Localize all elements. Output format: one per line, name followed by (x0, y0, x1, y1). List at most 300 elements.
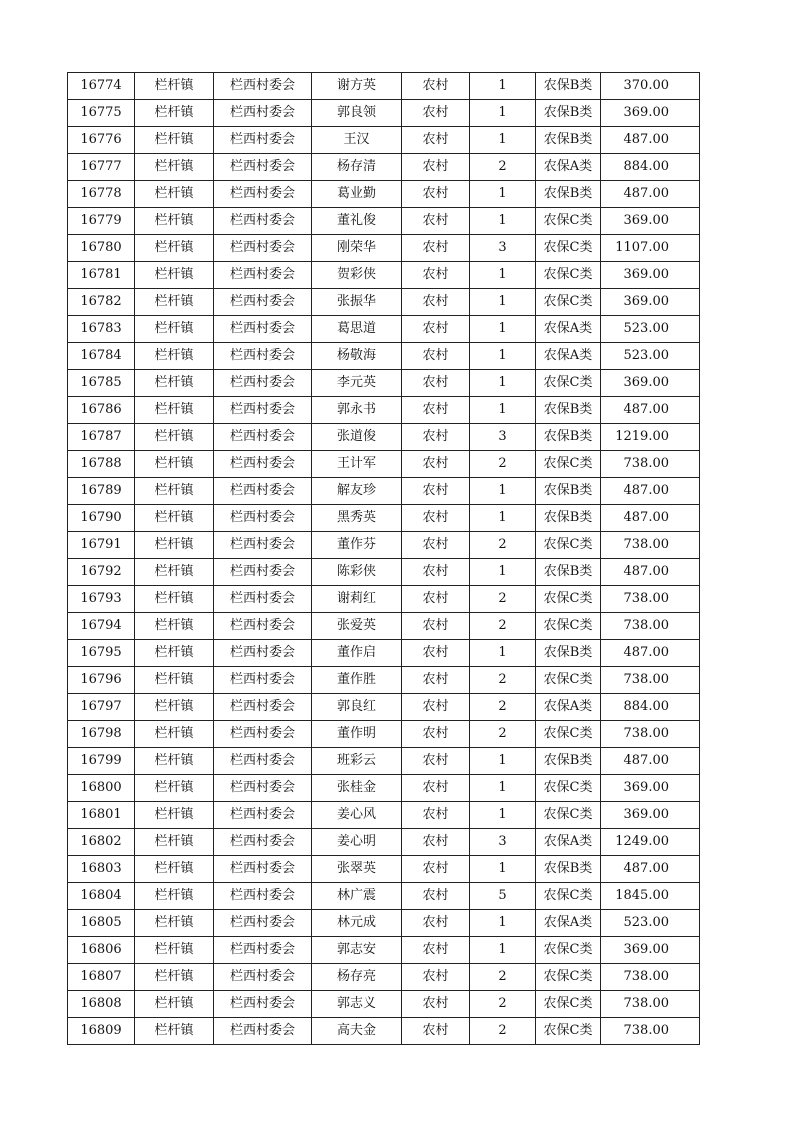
record-number-cell: 16784 (68, 343, 135, 370)
household-type-cell: 农村 (402, 856, 470, 883)
name-cell: 杨存清 (312, 154, 402, 181)
table-row (68, 397, 700, 424)
village-committee-cell: 栏西村委会 (214, 775, 312, 802)
people-count-cell: 5 (470, 883, 536, 910)
record-number-cell: 16790 (68, 505, 135, 532)
amount-cell: 487.00 (601, 640, 700, 667)
town-cell: 栏杆镇 (135, 694, 214, 721)
amount-cell: 487.00 (601, 748, 700, 775)
people-count-cell: 3 (470, 424, 536, 451)
name-cell: 董礼俊 (312, 208, 402, 235)
people-count-cell: 2 (470, 154, 536, 181)
town-cell: 栏杆镇 (135, 721, 214, 748)
village-committee-cell: 栏西村委会 (214, 694, 312, 721)
people-count-cell: 1 (470, 397, 536, 424)
name-cell: 张桂金 (312, 775, 402, 802)
insurance-category-cell: 农保B类 (536, 424, 601, 451)
table-row (68, 316, 700, 343)
town-cell: 栏杆镇 (135, 640, 214, 667)
people-count-cell: 1 (470, 343, 536, 370)
insurance-category-cell: 农保B类 (536, 397, 601, 424)
town-cell: 栏杆镇 (135, 208, 214, 235)
people-count-cell: 1 (470, 748, 536, 775)
town-cell: 栏杆镇 (135, 235, 214, 262)
household-type-cell: 农村 (402, 559, 470, 586)
insurance-category-cell: 农保B类 (536, 505, 601, 532)
town-cell: 栏杆镇 (135, 667, 214, 694)
amount-cell: 369.00 (601, 289, 700, 316)
town-cell: 栏杆镇 (135, 154, 214, 181)
table-row (68, 613, 700, 640)
insurance-category-cell: 农保B类 (536, 181, 601, 208)
village-committee-cell: 栏西村委会 (214, 721, 312, 748)
record-number-cell: 16797 (68, 694, 135, 721)
town-cell: 栏杆镇 (135, 559, 214, 586)
people-count-cell: 1 (470, 802, 536, 829)
insurance-category-cell: 农保A类 (536, 829, 601, 856)
table-row (68, 964, 700, 991)
record-number-cell: 16776 (68, 127, 135, 154)
village-committee-cell: 栏西村委会 (214, 154, 312, 181)
people-count-cell: 1 (470, 73, 536, 100)
people-count-cell: 2 (470, 694, 536, 721)
household-type-cell: 农村 (402, 883, 470, 910)
insurance-category-cell: 农保B类 (536, 640, 601, 667)
table-row (68, 910, 700, 937)
household-type-cell: 农村 (402, 586, 470, 613)
table-row (68, 235, 700, 262)
record-number-cell: 16807 (68, 964, 135, 991)
people-count-cell: 2 (470, 964, 536, 991)
village-committee-cell: 栏西村委会 (214, 100, 312, 127)
table-row (68, 640, 700, 667)
name-cell: 杨存亮 (312, 964, 402, 991)
town-cell: 栏杆镇 (135, 829, 214, 856)
village-committee-cell: 栏西村委会 (214, 478, 312, 505)
people-count-cell: 1 (470, 775, 536, 802)
amount-cell: 523.00 (601, 343, 700, 370)
amount-cell: 1219.00 (601, 424, 700, 451)
name-cell: 姜心明 (312, 829, 402, 856)
town-cell: 栏杆镇 (135, 73, 214, 100)
name-cell: 黑秀英 (312, 505, 402, 532)
record-number-cell: 16794 (68, 613, 135, 640)
town-cell: 栏杆镇 (135, 370, 214, 397)
record-number-cell: 16780 (68, 235, 135, 262)
name-cell: 郭志义 (312, 991, 402, 1018)
name-cell: 张翠英 (312, 856, 402, 883)
insurance-category-cell: 农保C类 (536, 289, 601, 316)
table-row (68, 694, 700, 721)
roster-body (68, 73, 700, 1045)
name-cell: 谢方英 (312, 73, 402, 100)
people-count-cell: 2 (470, 667, 536, 694)
record-number-cell: 16805 (68, 910, 135, 937)
amount-cell: 738.00 (601, 532, 700, 559)
table-row (68, 559, 700, 586)
village-committee-cell: 栏西村委会 (214, 424, 312, 451)
name-cell: 王汉 (312, 127, 402, 154)
amount-cell: 738.00 (601, 1018, 700, 1045)
insurance-category-cell: 农保C类 (536, 235, 601, 262)
amount-cell: 884.00 (601, 154, 700, 181)
name-cell: 林元成 (312, 910, 402, 937)
town-cell: 栏杆镇 (135, 748, 214, 775)
insurance-category-cell: 农保B类 (536, 856, 601, 883)
people-count-cell: 2 (470, 532, 536, 559)
name-cell: 董作胜 (312, 667, 402, 694)
village-committee-cell: 栏西村委会 (214, 370, 312, 397)
name-cell: 郭志安 (312, 937, 402, 964)
insurance-category-cell: 农保C类 (536, 964, 601, 991)
people-count-cell: 2 (470, 613, 536, 640)
town-cell: 栏杆镇 (135, 505, 214, 532)
household-type-cell: 农村 (402, 748, 470, 775)
insurance-category-cell: 农保B类 (536, 127, 601, 154)
insurance-category-cell: 农保C类 (536, 208, 601, 235)
amount-cell: 1107.00 (601, 235, 700, 262)
amount-cell: 369.00 (601, 370, 700, 397)
table-row (68, 802, 700, 829)
people-count-cell: 1 (470, 100, 536, 127)
insurance-category-cell: 农保B类 (536, 100, 601, 127)
amount-cell: 487.00 (601, 505, 700, 532)
amount-cell: 487.00 (601, 397, 700, 424)
town-cell: 栏杆镇 (135, 478, 214, 505)
household-type-cell: 农村 (402, 613, 470, 640)
town-cell: 栏杆镇 (135, 127, 214, 154)
town-cell: 栏杆镇 (135, 424, 214, 451)
household-type-cell: 农村 (402, 289, 470, 316)
people-count-cell: 1 (470, 640, 536, 667)
people-count-cell: 1 (470, 478, 536, 505)
town-cell: 栏杆镇 (135, 613, 214, 640)
people-count-cell: 1 (470, 181, 536, 208)
household-type-cell: 农村 (402, 991, 470, 1018)
village-committee-cell: 栏西村委会 (214, 613, 312, 640)
table-row (68, 289, 700, 316)
village-committee-cell: 栏西村委会 (214, 856, 312, 883)
insurance-category-cell: 农保B类 (536, 478, 601, 505)
table-row (68, 451, 700, 478)
insurance-category-cell: 农保B类 (536, 73, 601, 100)
people-count-cell: 1 (470, 316, 536, 343)
table-row (68, 343, 700, 370)
village-committee-cell: 栏西村委会 (214, 181, 312, 208)
table-row (68, 829, 700, 856)
name-cell: 董作明 (312, 721, 402, 748)
village-committee-cell: 栏西村委会 (214, 235, 312, 262)
insurance-category-cell: 农保B类 (536, 748, 601, 775)
insurance-category-cell: 农保C类 (536, 262, 601, 289)
record-number-cell: 16801 (68, 802, 135, 829)
household-type-cell: 农村 (402, 775, 470, 802)
name-cell: 谢莉红 (312, 586, 402, 613)
insurance-category-cell: 农保A类 (536, 343, 601, 370)
insurance-category-cell: 农保C类 (536, 721, 601, 748)
amount-cell: 369.00 (601, 262, 700, 289)
amount-cell: 738.00 (601, 991, 700, 1018)
insurance-category-cell: 农保A类 (536, 316, 601, 343)
table-row (68, 181, 700, 208)
town-cell: 栏杆镇 (135, 316, 214, 343)
insurance-category-cell: 农保C类 (536, 991, 601, 1018)
village-committee-cell: 栏西村委会 (214, 802, 312, 829)
village-committee-cell: 栏西村委会 (214, 451, 312, 478)
insurance-category-cell: 农保C类 (536, 802, 601, 829)
insurance-category-cell: 农保A类 (536, 910, 601, 937)
town-cell: 栏杆镇 (135, 991, 214, 1018)
table-row (68, 748, 700, 775)
household-type-cell: 农村 (402, 451, 470, 478)
household-type-cell: 农村 (402, 640, 470, 667)
household-type-cell: 农村 (402, 829, 470, 856)
record-number-cell: 16786 (68, 397, 135, 424)
insurance-category-cell: 农保C类 (536, 667, 601, 694)
village-committee-cell: 栏西村委会 (214, 667, 312, 694)
name-cell: 葛思道 (312, 316, 402, 343)
town-cell: 栏杆镇 (135, 964, 214, 991)
village-committee-cell: 栏西村委会 (214, 343, 312, 370)
town-cell: 栏杆镇 (135, 532, 214, 559)
record-number-cell: 16781 (68, 262, 135, 289)
record-number-cell: 16808 (68, 991, 135, 1018)
record-number-cell: 16789 (68, 478, 135, 505)
amount-cell: 1845.00 (601, 883, 700, 910)
name-cell: 郭永书 (312, 397, 402, 424)
household-type-cell: 农村 (402, 370, 470, 397)
insurance-category-cell: 农保C类 (536, 613, 601, 640)
town-cell: 栏杆镇 (135, 883, 214, 910)
insurance-category-cell: 农保C类 (536, 586, 601, 613)
people-count-cell: 1 (470, 910, 536, 937)
name-cell: 陈彩侠 (312, 559, 402, 586)
village-committee-cell: 栏西村委会 (214, 991, 312, 1018)
household-type-cell: 农村 (402, 937, 470, 964)
village-committee-cell: 栏西村委会 (214, 937, 312, 964)
amount-cell: 369.00 (601, 937, 700, 964)
table-row (68, 100, 700, 127)
household-type-cell: 农村 (402, 343, 470, 370)
village-committee-cell: 栏西村委会 (214, 829, 312, 856)
household-type-cell: 农村 (402, 154, 470, 181)
record-number-cell: 16787 (68, 424, 135, 451)
household-type-cell: 农村 (402, 73, 470, 100)
record-number-cell: 16800 (68, 775, 135, 802)
amount-cell: 487.00 (601, 127, 700, 154)
record-number-cell: 16785 (68, 370, 135, 397)
name-cell: 班彩云 (312, 748, 402, 775)
table-row (68, 937, 700, 964)
town-cell: 栏杆镇 (135, 910, 214, 937)
people-count-cell: 1 (470, 505, 536, 532)
village-committee-cell: 栏西村委会 (214, 208, 312, 235)
name-cell: 林广震 (312, 883, 402, 910)
name-cell: 杨敬海 (312, 343, 402, 370)
name-cell: 李元英 (312, 370, 402, 397)
amount-cell: 369.00 (601, 208, 700, 235)
name-cell: 王计军 (312, 451, 402, 478)
village-committee-cell: 栏西村委会 (214, 316, 312, 343)
village-committee-cell: 栏西村委会 (214, 289, 312, 316)
amount-cell: 523.00 (601, 910, 700, 937)
household-type-cell: 农村 (402, 910, 470, 937)
insurance-category-cell: 农保A类 (536, 154, 601, 181)
household-type-cell: 农村 (402, 802, 470, 829)
name-cell: 董作芬 (312, 532, 402, 559)
record-number-cell: 16777 (68, 154, 135, 181)
town-cell: 栏杆镇 (135, 100, 214, 127)
record-number-cell: 16782 (68, 289, 135, 316)
table-row (68, 73, 700, 100)
record-number-cell: 16806 (68, 937, 135, 964)
amount-cell: 369.00 (601, 100, 700, 127)
village-committee-cell: 栏西村委会 (214, 964, 312, 991)
village-committee-cell: 栏西村委会 (214, 640, 312, 667)
record-number-cell: 16795 (68, 640, 135, 667)
record-number-cell: 16803 (68, 856, 135, 883)
table-row (68, 721, 700, 748)
record-number-cell: 16783 (68, 316, 135, 343)
record-number-cell: 16788 (68, 451, 135, 478)
table-row (68, 1018, 700, 1045)
table-row (68, 775, 700, 802)
village-committee-cell: 栏西村委会 (214, 1018, 312, 1045)
amount-cell: 487.00 (601, 559, 700, 586)
town-cell: 栏杆镇 (135, 181, 214, 208)
amount-cell: 369.00 (601, 775, 700, 802)
village-committee-cell: 栏西村委会 (214, 910, 312, 937)
household-type-cell: 农村 (402, 694, 470, 721)
village-committee-cell: 栏西村委会 (214, 127, 312, 154)
people-count-cell: 1 (470, 127, 536, 154)
town-cell: 栏杆镇 (135, 343, 214, 370)
table-row (68, 370, 700, 397)
name-cell: 张道俊 (312, 424, 402, 451)
table-row (68, 505, 700, 532)
amount-cell: 1249.00 (601, 829, 700, 856)
benefit-roster-table (67, 72, 700, 1045)
insurance-category-cell: 农保C类 (536, 451, 601, 478)
people-count-cell: 1 (470, 289, 536, 316)
household-type-cell: 农村 (402, 424, 470, 451)
town-cell: 栏杆镇 (135, 289, 214, 316)
amount-cell: 738.00 (601, 964, 700, 991)
amount-cell: 369.00 (601, 802, 700, 829)
household-type-cell: 农村 (402, 100, 470, 127)
town-cell: 栏杆镇 (135, 451, 214, 478)
town-cell: 栏杆镇 (135, 262, 214, 289)
household-type-cell: 农村 (402, 127, 470, 154)
household-type-cell: 农村 (402, 667, 470, 694)
table-row (68, 532, 700, 559)
town-cell: 栏杆镇 (135, 586, 214, 613)
town-cell: 栏杆镇 (135, 1018, 214, 1045)
name-cell: 郭良领 (312, 100, 402, 127)
household-type-cell: 农村 (402, 532, 470, 559)
record-number-cell: 16792 (68, 559, 135, 586)
name-cell: 张振华 (312, 289, 402, 316)
people-count-cell: 3 (470, 235, 536, 262)
name-cell: 解友珍 (312, 478, 402, 505)
household-type-cell: 农村 (402, 721, 470, 748)
record-number-cell: 16798 (68, 721, 135, 748)
amount-cell: 738.00 (601, 613, 700, 640)
amount-cell: 738.00 (601, 721, 700, 748)
people-count-cell: 1 (470, 559, 536, 586)
household-type-cell: 农村 (402, 1018, 470, 1045)
record-number-cell: 16791 (68, 532, 135, 559)
insurance-category-cell: 农保C类 (536, 1018, 601, 1045)
insurance-category-cell: 农保C类 (536, 370, 601, 397)
village-committee-cell: 栏西村委会 (214, 883, 312, 910)
table-row (68, 991, 700, 1018)
table-row (68, 586, 700, 613)
name-cell: 高夫金 (312, 1018, 402, 1045)
household-type-cell: 农村 (402, 505, 470, 532)
people-count-cell: 2 (470, 451, 536, 478)
household-type-cell: 农村 (402, 316, 470, 343)
record-number-cell: 16796 (68, 667, 135, 694)
people-count-cell: 2 (470, 586, 536, 613)
people-count-cell: 1 (470, 856, 536, 883)
name-cell: 刚荣华 (312, 235, 402, 262)
people-count-cell: 2 (470, 991, 536, 1018)
amount-cell: 487.00 (601, 856, 700, 883)
table-row (68, 667, 700, 694)
amount-cell: 523.00 (601, 316, 700, 343)
table-row (68, 883, 700, 910)
household-type-cell: 农村 (402, 235, 470, 262)
table-row (68, 478, 700, 505)
people-count-cell: 3 (470, 829, 536, 856)
town-cell: 栏杆镇 (135, 397, 214, 424)
record-number-cell: 16774 (68, 73, 135, 100)
record-number-cell: 16799 (68, 748, 135, 775)
insurance-category-cell: 农保C类 (536, 532, 601, 559)
village-committee-cell: 栏西村委会 (214, 559, 312, 586)
people-count-cell: 1 (470, 262, 536, 289)
town-cell: 栏杆镇 (135, 802, 214, 829)
people-count-cell: 2 (470, 1018, 536, 1045)
record-number-cell: 16775 (68, 100, 135, 127)
record-number-cell: 16793 (68, 586, 135, 613)
amount-cell: 738.00 (601, 586, 700, 613)
name-cell: 姜心风 (312, 802, 402, 829)
record-number-cell: 16802 (68, 829, 135, 856)
village-committee-cell: 栏西村委会 (214, 262, 312, 289)
household-type-cell: 农村 (402, 478, 470, 505)
people-count-cell: 1 (470, 370, 536, 397)
name-cell: 郭良红 (312, 694, 402, 721)
table-row (68, 262, 700, 289)
insurance-category-cell: 农保C类 (536, 883, 601, 910)
amount-cell: 738.00 (601, 667, 700, 694)
household-type-cell: 农村 (402, 397, 470, 424)
town-cell: 栏杆镇 (135, 937, 214, 964)
household-type-cell: 农村 (402, 262, 470, 289)
people-count-cell: 2 (470, 721, 536, 748)
record-number-cell: 16809 (68, 1018, 135, 1045)
village-committee-cell: 栏西村委会 (214, 505, 312, 532)
table-row (68, 154, 700, 181)
name-cell: 葛业勤 (312, 181, 402, 208)
village-committee-cell: 栏西村委会 (214, 397, 312, 424)
insurance-category-cell: 农保B类 (536, 559, 601, 586)
amount-cell: 738.00 (601, 451, 700, 478)
household-type-cell: 农村 (402, 208, 470, 235)
record-number-cell: 16804 (68, 883, 135, 910)
